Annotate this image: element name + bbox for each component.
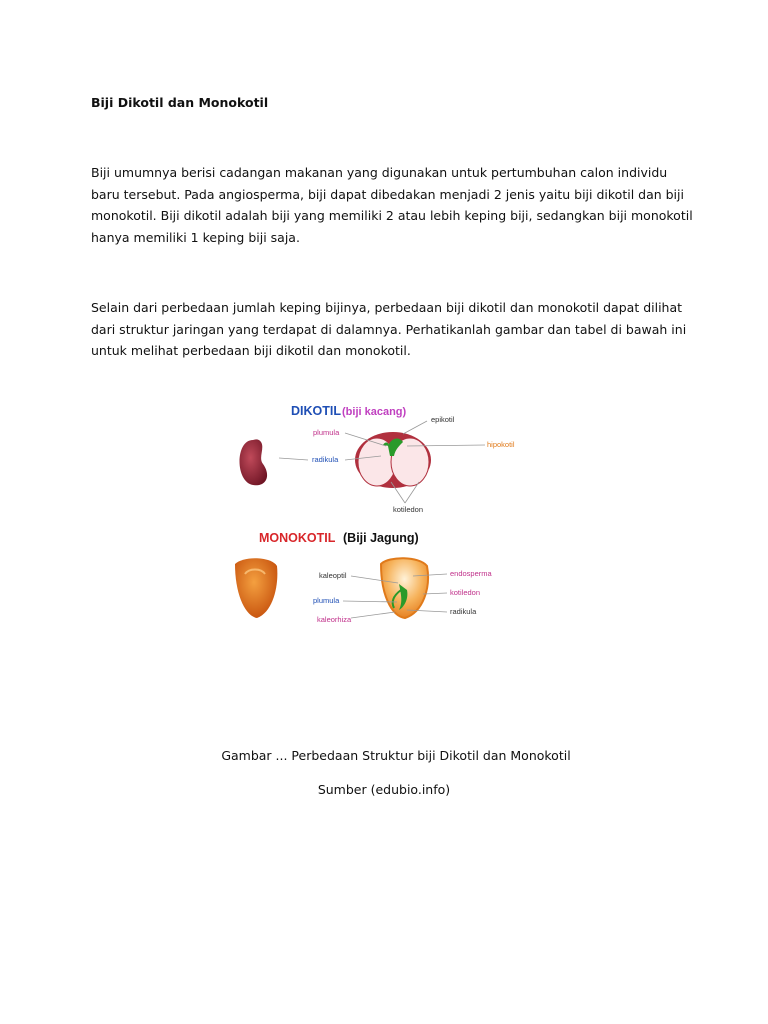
dikotil-heading: DIKOTIL (291, 404, 341, 418)
label-plumula-monokotil: plumula (313, 596, 340, 605)
figure-source: Sumber (edubio.info) (317, 782, 451, 797)
paragraph-line: untuk melihat perbedaan biji dikotil dan monokotil. (91, 343, 411, 358)
paragraph-1 (91, 162, 691, 248)
paragraph-line: Selain dari perbedaan jumlah keping bijinya, perbedaan biji dikotil dan monokotil dapat dilihat (91, 300, 683, 315)
monokotil-heading: MONOKOTIL (259, 531, 336, 545)
label-plumula-dikotil: plumula (313, 428, 340, 437)
label-endosperma: endosperma (450, 569, 492, 578)
label-radikula-monokotil: radikula (450, 607, 477, 616)
monokotil-subheading: (Biji Jagung) (343, 531, 419, 545)
dikotil-subheading: (biji kacang) (342, 406, 407, 418)
paragraph-line: hanya memiliki 1 keping biji saja. (91, 229, 300, 245)
label-hipokotil: hipokotil (487, 440, 515, 449)
paragraph-line: Biji umumnya berisi cadangan makanan yang digunakan untuk pertumbuhan calon individu (91, 165, 668, 180)
seed-diagram (195, 390, 550, 635)
label-kaleoptil: kaleoptil (319, 571, 347, 580)
seed-structure-figure (195, 390, 550, 635)
paragraph-line: baru tersebut. Pada angiosperma, biji dapat dibedakan menjadi 2 jenis yaitu biji dikotil dan biji (91, 186, 684, 202)
label-epikotil: epikotil (431, 415, 455, 424)
label-kotiledon-monokotil: kotiledon (450, 588, 481, 597)
label-radikula-dikotil: radikula (312, 455, 339, 464)
bean-seed-icon (240, 439, 268, 485)
paragraph-2 (91, 297, 691, 362)
bean-cross-section-icon (355, 432, 431, 488)
label-kaleorhiza: kaleorhiza (317, 615, 352, 624)
document-title: Biji Dikotil dan Monokotil (91, 95, 269, 110)
paragraph-line: dari struktur jaringan yang terdapat di dalamnya. Perhatikanlah gambar dan tabel di bawah ini (91, 321, 687, 337)
paragraph-line: monokotil. Biji dikotil adalah biji yang memiliki 2 atau lebih keping biji, sedangkan biji monokotil (91, 208, 693, 223)
label-kotiledon-dikotil: kotiledon (393, 505, 424, 514)
figure-caption: Gambar ... Perbedaan Struktur biji Dikotil dan Monokotil (221, 748, 571, 763)
corn-kernel-icon (235, 558, 277, 618)
corn-cross-section-icon (381, 558, 428, 618)
